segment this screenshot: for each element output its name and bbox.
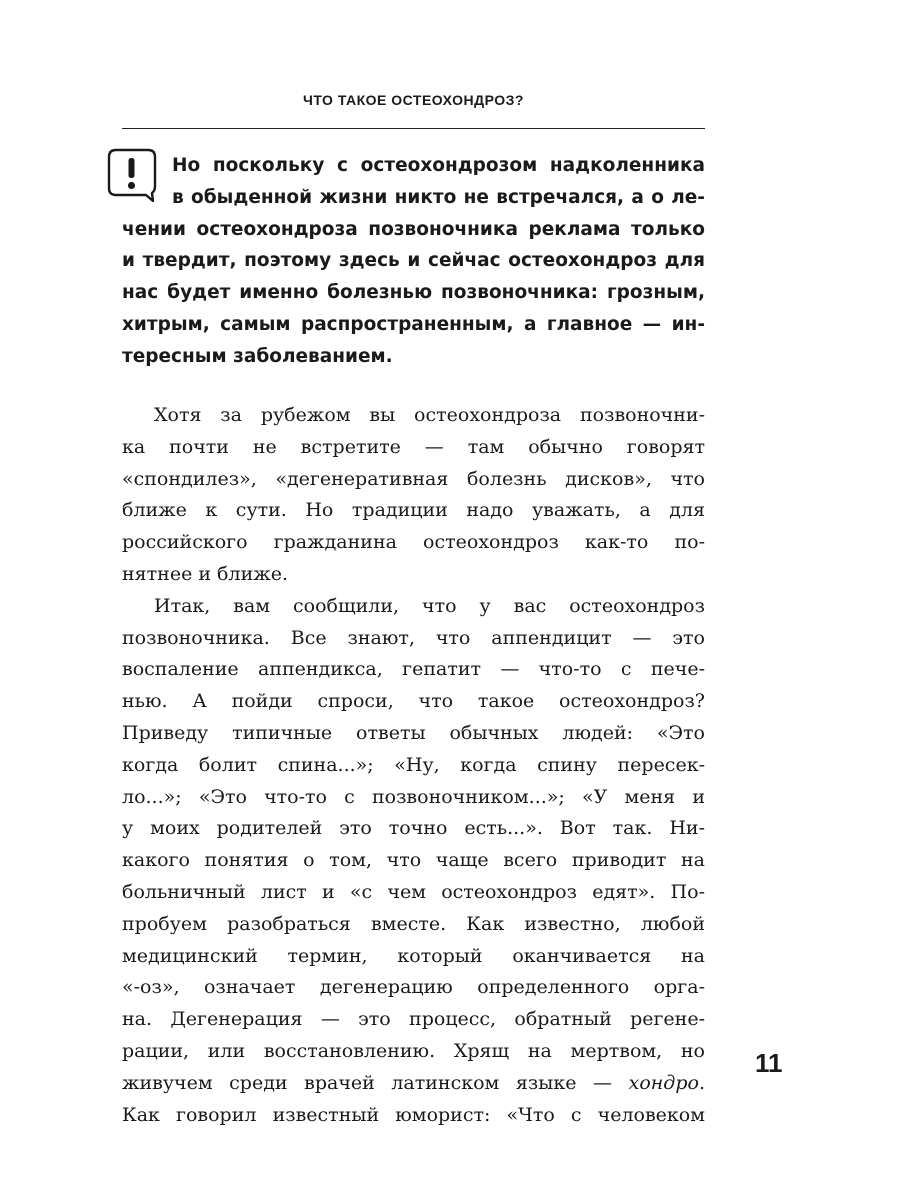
paragraph-line: когда болит спина...»; «Ну, когда спину пересек- <box>122 753 705 776</box>
paragraph-line: рации, или восстановлению. Хрящ на мертвом, но <box>122 1039 705 1062</box>
paragraph-line: позвоночника. Все знают, что аппендицит — это <box>122 626 705 649</box>
callout-line: и твердит, поэтому здесь и сейчас остеохондроз для <box>122 250 705 272</box>
paragraph-line: российского гражданина остеохондроз как-то по- <box>122 531 705 554</box>
paragraph-line: медицинский термин, который оканчивается на <box>122 944 705 967</box>
paragraph-line <box>122 1068 705 1100</box>
callout-note <box>122 150 705 373</box>
paragraph-line: Хотя за рубежом вы остеохондроза позвоночни- <box>154 404 705 426</box>
paragraph-line: «спондилез», «дегенеративная болезнь дисков», что <box>122 467 705 490</box>
callout-line: Но поскольку с остеохондрозом надколенника <box>172 155 705 176</box>
paragraph-line: «-оз», означает дегенерацию определенного орга- <box>122 976 705 999</box>
italic-term-period: . <box>698 1071 705 1094</box>
callout-line: нас будет именно болезнью позвоночника: грозным, <box>122 282 705 304</box>
paragraph-line-text: живучем среди врачей латинском языке — <box>122 1071 613 1094</box>
paragraph-line: Приведу типичные ответы обычных людей: «Это <box>122 721 705 744</box>
paragraph-line: больничный лист и «с чем остеохондроз едят». По- <box>122 880 705 903</box>
paragraph-line: Как говорил известный юморист: «Что с человеком <box>122 1103 705 1126</box>
paragraph-line: нятнее и ближе. <box>122 562 288 585</box>
callout-line: хитрым, самым распространенным, а главное — ин- <box>122 313 705 335</box>
callout-line: тересным заболеванием. <box>122 345 393 367</box>
paragraph-line: ло...»; «Это что-то с позвоночником...»; «У меня и <box>122 785 705 808</box>
paragraph-line: какого понятия о том, что чаще всего приводит на <box>122 849 705 872</box>
paragraph-line: на. Дегенерация — это процесс, обратный регене- <box>122 1008 705 1031</box>
paragraph-line: пробуем разобраться вместе. Как известно, любой <box>122 912 705 935</box>
paragraph-line: ближе к сути. Но традиции надо уважать, а для <box>122 499 705 522</box>
paragraph-line: нью. А пойди спроси, что такое остеохондроз? <box>122 690 705 713</box>
body-text <box>122 400 705 1131</box>
paragraph-line: Итак, вам сообщили, что у вас остеохондроз <box>154 594 705 617</box>
paragraph-line: у моих родителей это точно есть...». Вот так. Ни- <box>122 817 705 840</box>
paragraph-line: ка почти не встретите — там обычно говорят <box>122 435 705 458</box>
callout-line: чении остеохондроза позвоночника реклама только <box>122 218 705 240</box>
italic-term: хондро <box>628 1071 699 1094</box>
header-rule <box>122 128 705 129</box>
page-number: 11 <box>755 1048 783 1078</box>
paragraph-line: воспаление аппендикса, гепатит — что-то с пече- <box>122 658 705 681</box>
running-header: ЧТО ТАКОЕ ОСТЕОХОНДРОЗ? <box>303 92 524 108</box>
callout-line: в обыденной жизни никто не встречался, а о ле- <box>172 186 705 208</box>
